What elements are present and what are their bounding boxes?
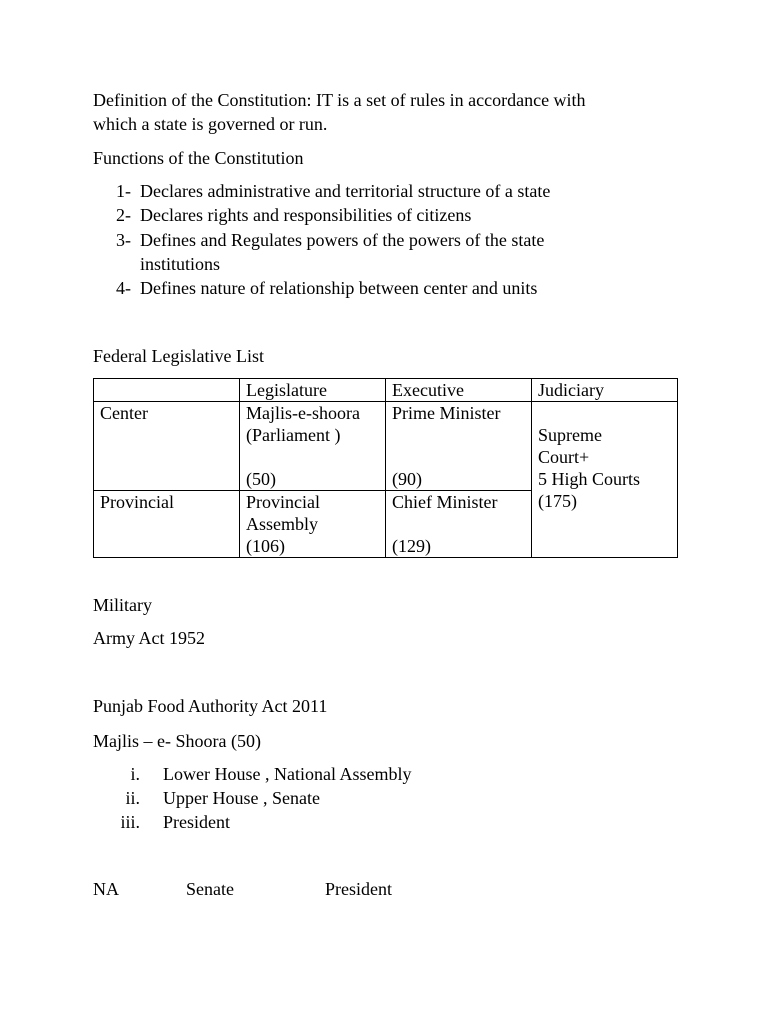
- punjab-food-act: Punjab Food Authority Act 2011: [93, 696, 328, 716]
- majlis-heading: Majlis – e- Shoora (50): [93, 731, 261, 751]
- bottom-label-senate: Senate: [186, 879, 234, 899]
- majlis-item-number: i.: [130, 764, 140, 784]
- function-item-number: 3-: [116, 230, 131, 250]
- table-cell-text: (Parliament ): [246, 425, 341, 445]
- center-executive-cell: [386, 402, 532, 491]
- table-header-cell: Executive: [386, 379, 532, 402]
- table-cell-text: (90): [392, 469, 422, 489]
- table-cell-text: (50): [246, 469, 276, 489]
- table-cell-text: Majlis-e-shoora: [246, 403, 360, 423]
- provincial-executive-cell: [386, 491, 532, 558]
- table-cell-text: Assembly: [246, 514, 318, 534]
- majlis-item-text: Lower House , National Assembly: [163, 764, 412, 784]
- bottom-label-president: President: [325, 879, 392, 899]
- table-cell-text: (175): [538, 491, 577, 511]
- majlis-item-text: Upper House , Senate: [163, 788, 320, 808]
- table-cell-text: Chief Minister: [392, 492, 498, 512]
- row-label-provincial: [94, 491, 240, 558]
- definition-line-2: which a state is governed or run.: [93, 114, 328, 134]
- table-header-cell: Legislature: [240, 379, 386, 402]
- table-cell-text: Court+: [538, 447, 590, 467]
- function-item-text: Declares administrative and territorial structure of a state: [140, 181, 551, 201]
- function-item-text: Defines and Regulates powers of the powers of the state: [140, 230, 545, 250]
- table-header-cell: Judiciary: [532, 379, 678, 402]
- table-cell-text: Prime Minister: [392, 403, 501, 423]
- table-cell-text: 5 High Courts: [538, 469, 641, 489]
- bottom-label-na: NA: [93, 879, 119, 899]
- table-header-cell: [94, 379, 240, 402]
- majlis-item-number: iii.: [120, 812, 140, 832]
- function-item-number: 1-: [116, 181, 131, 201]
- function-item-text: institutions: [140, 254, 221, 274]
- table-cell-text: Center: [100, 403, 148, 423]
- table-cell-text: Provincial: [100, 492, 174, 512]
- center-legislature-cell: [240, 402, 386, 491]
- majlis-item-number: ii.: [125, 788, 140, 808]
- function-item-number: 2-: [116, 205, 131, 225]
- functions-heading: Functions of the Constitution: [93, 148, 304, 168]
- army-act: Army Act 1952: [93, 628, 205, 648]
- table-cell-text: Supreme: [538, 425, 602, 445]
- row-label-center: [94, 402, 240, 491]
- table-cell-text: (129): [392, 536, 431, 556]
- provincial-legislature-cell: [240, 491, 386, 558]
- table-header-row: [94, 379, 678, 402]
- majlis-item-text: President: [163, 812, 230, 832]
- function-item-text: Declares rights and responsibilities of citizens: [140, 205, 472, 225]
- federal-legislative-table: [93, 378, 678, 558]
- judiciary-cell: [532, 402, 678, 558]
- table-cell-text: Provincial: [246, 492, 320, 512]
- military-heading: Military: [93, 595, 152, 615]
- function-item-text: Defines nature of relationship between center and units: [140, 278, 538, 298]
- table-cell-text: (106): [246, 536, 285, 556]
- function-item-number: 4-: [116, 278, 131, 298]
- federal-list-heading: Federal Legislative List: [93, 346, 264, 366]
- table-row: [94, 402, 678, 491]
- definition-line-1: Definition of the Constitution: IT is a set of rules in accordance with: [93, 90, 586, 110]
